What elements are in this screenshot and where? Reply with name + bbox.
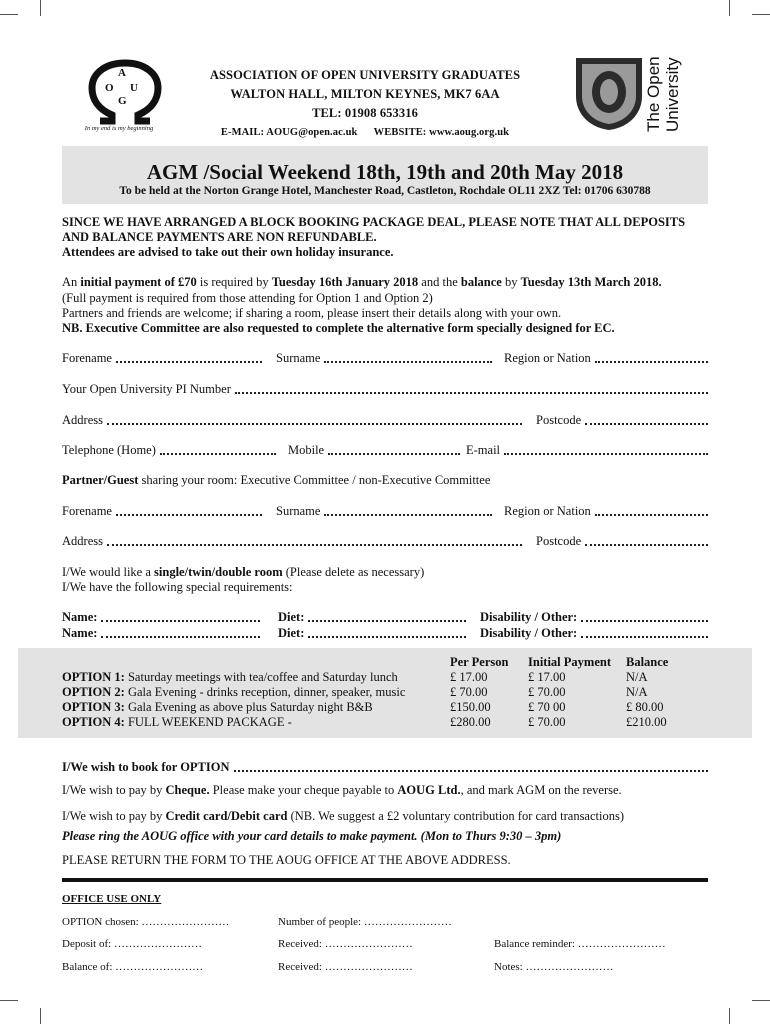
payment-line-1: An initial payment of £70 is required by Tuesday 16th January 2018 and the balance by Tuesday 13th March 2018. — [62, 275, 662, 289]
payment-line-4: NB. Executive Committee are also requested to complete the alternative form specially designed for EC. — [62, 321, 615, 335]
omega-icon — [80, 55, 170, 127]
logo-letter-g: G — [118, 95, 127, 107]
org-contact — [175, 123, 555, 142]
office-notes[interactable]: Notes: …………………… — [494, 961, 614, 973]
pay-by-card-line: I/We wish to pay by Credit card/Debit card (NB. We suggest a £2 voluntary contribution for card transactions) — [62, 809, 624, 823]
pay-by-cheque-line: I/We wish to pay by Cheque. Please make your cheque payable to AOUG Ltd., and mark AGM on the reverse. — [62, 783, 622, 797]
crop-mark — [0, 14, 18, 15]
org-website: WEBSITE: www.aoug.org.uk — [373, 127, 510, 138]
ou-logo-text-line1: The Open — [644, 56, 663, 132]
divider — [62, 878, 708, 882]
notice-line-3: Attendees are advised to take out their own holiday insurance. — [62, 245, 394, 259]
payment-line-2: (Full payment is required from those attending for Option 1 and Option 2) — [62, 291, 433, 305]
pi-number-field[interactable]: Your Open University PI Number — [62, 381, 710, 397]
payment-line-3: Partners and friends are welcome; if sharing a room, please insert their details along with your own. — [62, 306, 562, 320]
disability-field-1[interactable]: Disability / Other: — [480, 609, 710, 625]
mobile-field[interactable]: Mobile — [288, 442, 462, 458]
surname-field[interactable]: Surname — [276, 350, 494, 366]
return-form-line: PLEASE RETURN THE FORM TO THE AOUG OFFICE AT THE ABOVE ADDRESS. — [62, 853, 511, 867]
org-header — [175, 66, 555, 142]
postcode-field[interactable]: Postcode — [536, 412, 710, 428]
org-tel: TEL: 01908 653316 — [312, 106, 418, 120]
name-field-2[interactable]: Name: — [62, 625, 262, 641]
office-option-chosen[interactable]: OPTION chosen: …………………… — [62, 916, 230, 928]
partner-forename-field[interactable]: Forename — [62, 503, 264, 519]
logo-letter-o: O — [105, 82, 114, 94]
crop-mark — [752, 1000, 770, 1001]
ou-logo-text-line2: University — [663, 57, 682, 132]
crop-mark — [729, 0, 730, 16]
logo-letter-a: A — [118, 67, 126, 79]
options-table — [62, 655, 686, 730]
office-received-2[interactable]: Received: …………………… — [278, 961, 413, 973]
special-requirements-label: I/We have the following special requirements: — [62, 580, 293, 594]
option-row: OPTION 4: FULL WEEKEND PACKAGE - £280.00 £ 70.00 £210.00 — [62, 715, 667, 729]
notice-line-2: AND BALANCE PAYMENTS ARE NON REFUNDABLE. — [62, 230, 377, 244]
aoug-logo — [80, 55, 170, 135]
office-received-1[interactable]: Received: …………………… — [278, 938, 413, 950]
header-per-person: Per Person — [450, 655, 509, 669]
name-field-1[interactable]: Name: — [62, 609, 262, 625]
forename-field[interactable]: Forename — [62, 350, 264, 366]
office-deposit[interactable]: Deposit of: …………………… — [62, 938, 202, 950]
option-row: OPTION 3: Gala Evening as above plus Saturday night B&B £150.00 £ 70 00 £ 80.00 — [62, 700, 664, 714]
book-option-field[interactable]: I/We wish to book for OPTION — [62, 759, 710, 775]
diet-field-1[interactable]: Diet: — [278, 609, 468, 625]
address-field[interactable]: Address — [62, 412, 524, 428]
org-email: E-MAIL: AOUG@open.ac.uk — [220, 127, 358, 138]
ring-office-line: Please ring the AOUG office with your card details to make payment. (Mon to Thurs 9:30 – 3pm) — [62, 829, 562, 843]
header-balance: Balance — [626, 655, 669, 669]
region-field[interactable]: Region or Nation — [504, 350, 710, 366]
email-field[interactable]: E-mail — [466, 442, 710, 458]
open-university-logo — [574, 56, 690, 132]
office-use-title: OFFICE USE ONLY — [62, 893, 162, 905]
crop-mark — [40, 1008, 41, 1024]
event-title: AGM /Social Weekend 18th, 19th and 20th May 2018 — [146, 160, 624, 184]
ou-shield-icon — [574, 56, 644, 132]
partner-address-field[interactable]: Address — [62, 533, 524, 549]
event-venue: To be held at the Norton Grange Hotel, Manchester Road, Castleton, Rochdale OL11 2XZ Tel: 01706 630788 — [119, 185, 651, 197]
diet-field-2[interactable]: Diet: — [278, 625, 468, 641]
partner-line: Partner/Guest sharing your room: Executive Committee / non-Executive Committee — [62, 473, 491, 487]
disability-field-2[interactable]: Disability / Other: — [480, 625, 710, 641]
notice-line-1: SINCE WE HAVE ARRANGED A BLOCK BOOKING PACKAGE DEAL, PLEASE NOTE THAT ALL DEPOSITS — [62, 215, 686, 229]
crop-mark — [40, 0, 41, 16]
crop-mark — [0, 1000, 18, 1001]
org-name: ASSOCIATION OF OPEN UNIVERSITY GRADUATES — [209, 68, 521, 82]
office-balance-reminder[interactable]: Balance reminder: …………………… — [494, 938, 666, 950]
logo-letter-u: U — [130, 82, 138, 94]
options-grid — [62, 655, 686, 730]
options-header-row — [62, 655, 686, 670]
partner-region-field[interactable]: Region or Nation — [504, 503, 710, 519]
org-address: WALTON HALL, MILTON KEYNES, MK7 6AA — [230, 87, 500, 101]
header-initial-payment: Initial Payment — [528, 655, 611, 669]
partner-postcode-field[interactable]: Postcode — [536, 533, 710, 549]
partner-surname-field[interactable]: Surname — [276, 503, 494, 519]
office-num-people[interactable]: Number of people: …………………… — [278, 916, 452, 928]
room-type-line: I/We would like a single/twin/double room (Please delete as necessary) — [62, 565, 425, 579]
telephone-field[interactable]: Telephone (Home) — [62, 442, 278, 458]
office-balance-of[interactable]: Balance of: …………………… — [62, 961, 204, 973]
crop-mark — [752, 14, 770, 15]
option-row: OPTION 2: Gala Evening - drinks reception, dinner, speaker, music £ 70.00 £ 70.00 N/A — [62, 685, 648, 699]
crop-mark — [729, 1008, 730, 1024]
logo-motto: In my end is my beginning — [84, 125, 154, 132]
option-row: OPTION 1: Saturday meetings with tea/coffee and Saturday lunch £ 17.00 £ 17.00 N/A — [62, 670, 648, 684]
